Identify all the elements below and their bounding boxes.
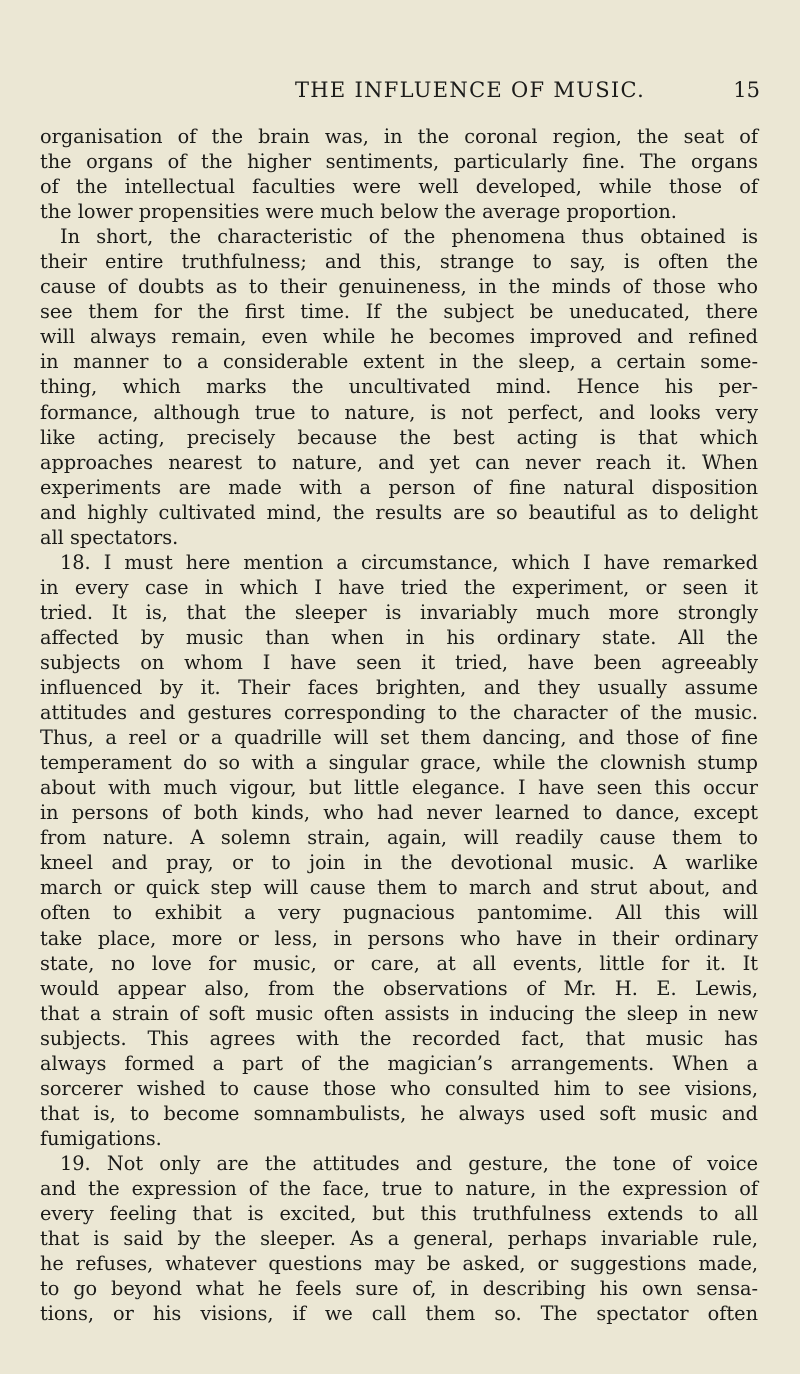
text-line: influenced by it. Their faces brighten, and they usually assume	[40, 676, 758, 700]
text-line: all spectators.	[40, 525, 179, 549]
text-line: and the expression of the face, true to nature, in the expression of	[40, 1176, 758, 1200]
text-line: that is said by the sleeper. As a general, perhaps invariable rule,	[40, 1227, 758, 1251]
text-line: in every case in which I have tried the experiment, or seen it	[40, 575, 758, 599]
text-line: in persons of both kinds, who had never learned to dance, except	[40, 801, 758, 825]
page-header	[40, 78, 760, 108]
text-line: take place, more or less, in persons who have in their ordinary	[40, 926, 758, 950]
text-line: the lower propensities were much below the average proportion.	[40, 200, 677, 224]
text-line: like acting, precisely because the best acting is that which	[40, 425, 758, 449]
text-line: experiments are made with a person of fine natural disposition	[40, 475, 758, 499]
text-line: 18. I must here mention a circumstance, which I have remarked	[60, 550, 758, 574]
text-line: cause of doubts as to their genuineness, in the minds of those who	[40, 275, 758, 299]
text-line: kneel and pray, or to join in the devotional music. A warlike	[40, 851, 758, 875]
text-line: and highly cultivated mind, the results are so beautiful as to delight	[40, 500, 758, 524]
text-line: 19. Not only are the attitudes and gesture, the tone of voice	[60, 1151, 758, 1175]
text-line: Thus, a reel or a quadrille will set them dancing, and those of fine	[40, 726, 758, 750]
text-line: organisation of the brain was, in the coronal region, the seat of	[40, 125, 758, 148]
text-line: about with much vigour, but little elegance. I have seen this occur	[40, 776, 758, 800]
text-line: always formed a part of the magician’s arrangements. When a	[40, 1051, 758, 1075]
text-line: attitudes and gestures corresponding to the character of the music.	[40, 701, 758, 725]
text-line: fumigations.	[40, 1126, 162, 1150]
text-line: march or quick step will cause them to march and strut about, and	[40, 876, 758, 900]
text-line: that is, to become somnambulists, he always used soft music and	[40, 1101, 758, 1125]
text-line: subjects. This agrees with the recorded fact, that music has	[40, 1026, 758, 1050]
text-line: sorcerer wished to cause those who consulted him to see visions,	[40, 1076, 758, 1100]
text-line: will always remain, even while he becomes improved and refined	[40, 325, 758, 349]
text-line: In short, the characteristic of the phenomena thus obtained is	[60, 225, 758, 249]
text-line: to go beyond what he feels sure of, in describing his own sensa-	[40, 1277, 758, 1301]
text-line: affected by music than when in his ordinary state. All the	[40, 625, 758, 649]
text-line: every feeling that is excited, but this truthfulness extends to all	[40, 1202, 758, 1226]
text-line: he refuses, whatever questions may be asked, or suggestions made,	[40, 1252, 758, 1276]
text-line: see them for the first time. If the subject be uneducated, there	[40, 300, 758, 324]
text-line: tions, or his visions, if we call them so. The spectator often	[40, 1302, 758, 1326]
text-line: that a strain of soft music often assists in inducing the sleep in new	[40, 1001, 758, 1025]
text-line: the organs of the higher sentiments, particularly fine. The organs	[40, 150, 758, 174]
text-line: would appear also, from the observations of Mr. H. E. Lewis,	[40, 976, 758, 1000]
text-line: subjects on whom I have seen it tried, have been agreeably	[40, 650, 758, 674]
text-line: approaches nearest to nature, and yet can never reach it. When	[40, 450, 758, 474]
text-line: of the intellectual faculties were well developed, while those of	[40, 175, 758, 199]
text-line: state, no love for music, or care, at all events, little for it. It	[40, 951, 758, 975]
text-line: tried. It is, that the sleeper is invariably much more strongly	[40, 600, 758, 624]
running-title: THE INFLUENCE OF MUSIC.	[295, 78, 646, 102]
body-text	[40, 124, 758, 1326]
text-line: often to exhibit a very pugnacious pantomime. All this will	[40, 901, 758, 925]
text-line: thing, which marks the uncultivated mind. Hence his per-	[40, 375, 758, 399]
text-line: their entire truthfulness; and this, strange to say, is often the	[40, 250, 758, 274]
page-number: 15	[733, 78, 760, 102]
text-line: formance, although true to nature, is not perfect, and looks very	[40, 400, 758, 424]
text-line: temperament do so with a singular grace, while the clownish stump	[40, 751, 758, 775]
text-line: from nature. A solemn strain, again, will readily cause them to	[40, 826, 758, 850]
text-line: in manner to a considerable extent in the sleep, a certain some-	[40, 350, 758, 374]
